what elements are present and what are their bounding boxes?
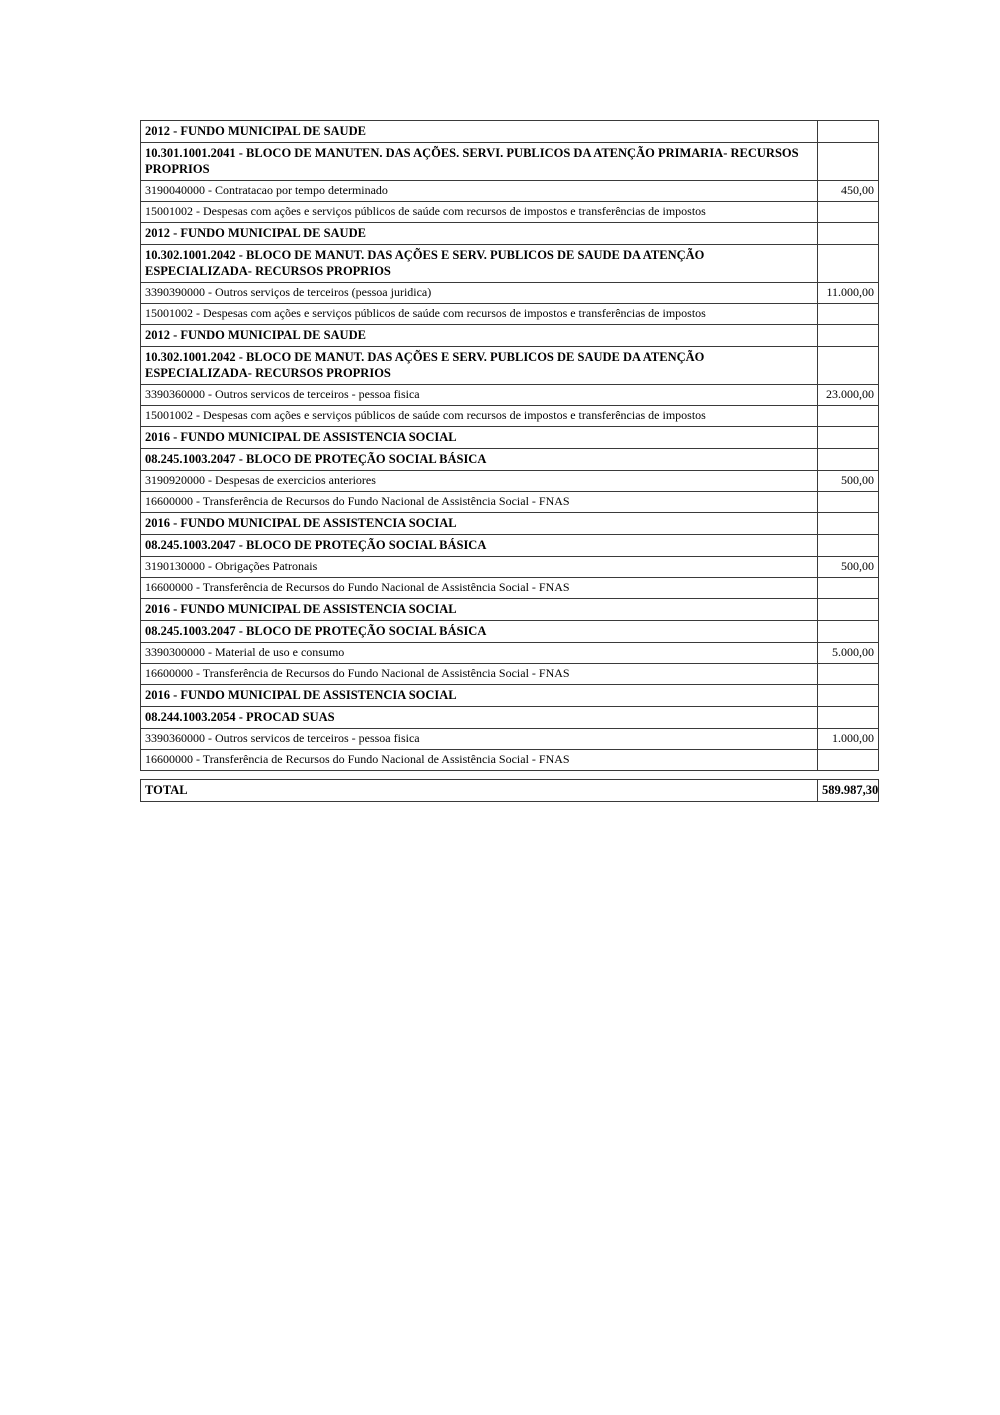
- row-value: [817, 706, 879, 729]
- action-row: [140, 142, 879, 181]
- fund-row: [140, 684, 879, 707]
- expense-row: [140, 470, 879, 492]
- expense-row: [140, 556, 879, 578]
- row-description: 2016 - FUNDO MUNICIPAL DE ASSISTENCIA SOCIAL: [140, 598, 818, 621]
- row-value: [817, 598, 879, 621]
- action-row: [140, 620, 879, 643]
- row-value: [817, 491, 879, 513]
- row-description: 3390390000 - Outros serviços de terceiros (pessoa juridica): [140, 282, 818, 304]
- row-value: [817, 405, 879, 427]
- expense-row: [140, 282, 879, 304]
- row-value: 11.000,00: [817, 282, 879, 304]
- action-row: [140, 534, 879, 557]
- action-row: [140, 706, 879, 729]
- row-value: 450,00: [817, 180, 879, 202]
- row-description: 3190040000 - Contratacao por tempo determinado: [140, 180, 818, 202]
- row-value: [817, 749, 879, 771]
- row-description: 3390360000 - Outros servicos de terceiros - pessoa fisica: [140, 728, 818, 750]
- row-value: 500,00: [817, 556, 879, 578]
- row-description: 2012 - FUNDO MUNICIPAL DE SAUDE: [140, 324, 818, 347]
- expense-row: [140, 180, 879, 202]
- row-value: 500,00: [817, 470, 879, 492]
- row-description: 08.245.1003.2047 - BLOCO DE PROTEÇÃO SOCIAL BÁSICA: [140, 448, 818, 471]
- action-row: [140, 448, 879, 471]
- row-value: [817, 512, 879, 535]
- expense-row: [140, 728, 879, 750]
- row-description: 08.244.1003.2054 - PROCAD SUAS: [140, 706, 818, 729]
- row-description: 3390300000 - Material de uso e consumo: [140, 642, 818, 664]
- row-description: 15001002 - Despesas com ações e serviços públicos de saúde com recursos de impostos e transferências de impostos: [140, 405, 818, 427]
- row-description: 3390360000 - Outros servicos de terceiros - pessoa fisica: [140, 384, 818, 406]
- row-value: [817, 620, 879, 643]
- row-value: [817, 346, 879, 385]
- row-value: [817, 142, 879, 181]
- fund-row: [140, 324, 879, 347]
- source-row: [140, 577, 879, 599]
- table-gap: [140, 771, 879, 779]
- budget-report-table: [140, 120, 879, 802]
- row-value: 5.000,00: [817, 642, 879, 664]
- row-description: 2012 - FUNDO MUNICIPAL DE SAUDE: [140, 222, 818, 245]
- row-value: [817, 684, 879, 707]
- row-description: 3190920000 - Despesas de exercicios anteriores: [140, 470, 818, 492]
- row-value: [817, 663, 879, 685]
- row-description: 2016 - FUNDO MUNICIPAL DE ASSISTENCIA SOCIAL: [140, 512, 818, 535]
- row-description: 3190130000 - Obrigações Patronais: [140, 556, 818, 578]
- fund-row: [140, 598, 879, 621]
- fund-row: [140, 512, 879, 535]
- row-description: 2012 - FUNDO MUNICIPAL DE SAUDE: [140, 120, 818, 143]
- row-value: [817, 201, 879, 223]
- row-value: [817, 577, 879, 599]
- row-description: 10.302.1001.2042 - BLOCO DE MANUT. DAS AÇÕES E SERV. PUBLICOS DE SAUDE DA ATENÇÃO ESPECIALIZADA- RECURSOS PROPRIOS: [140, 244, 818, 283]
- fund-row: [140, 120, 879, 143]
- row-value: [817, 303, 879, 325]
- row-description: 16600000 - Transferência de Recursos do Fundo Nacional de Assistência Social - FNAS: [140, 491, 818, 513]
- row-description: 10.302.1001.2042 - BLOCO DE MANUT. DAS AÇÕES E SERV. PUBLICOS DE SAUDE DA ATENÇÃO ESPECIALIZADA- RECURSOS PROPRIOS: [140, 346, 818, 385]
- row-description: 16600000 - Transferência de Recursos do Fundo Nacional de Assistência Social - FNAS: [140, 577, 818, 599]
- row-description: 2016 - FUNDO MUNICIPAL DE ASSISTENCIA SOCIAL: [140, 426, 818, 449]
- action-row: [140, 346, 879, 385]
- source-row: [140, 201, 879, 223]
- row-description: 08.245.1003.2047 - BLOCO DE PROTEÇÃO SOCIAL BÁSICA: [140, 534, 818, 557]
- row-value: [817, 324, 879, 347]
- source-row: [140, 303, 879, 325]
- row-description: 16600000 - Transferência de Recursos do Fundo Nacional de Assistência Social - FNAS: [140, 749, 818, 771]
- fund-row: [140, 222, 879, 245]
- row-value: [817, 448, 879, 471]
- row-value: [817, 222, 879, 245]
- row-description: 16600000 - Transferência de Recursos do Fundo Nacional de Assistência Social - FNAS: [140, 663, 818, 685]
- row-description: 10.301.1001.2041 - BLOCO DE MANUTEN. DAS AÇÕES. SERVI. PUBLICOS DA ATENÇÃO PRIMARIA- RECURSOS PROPRIOS: [140, 142, 818, 181]
- fund-row: [140, 426, 879, 449]
- row-description: 08.245.1003.2047 - BLOCO DE PROTEÇÃO SOCIAL BÁSICA: [140, 620, 818, 643]
- source-row: [140, 405, 879, 427]
- expense-row: [140, 384, 879, 406]
- source-row: [140, 749, 879, 771]
- row-description: 15001002 - Despesas com ações e serviços públicos de saúde com recursos de impostos e transferências de impostos: [140, 201, 818, 223]
- source-row: [140, 663, 879, 685]
- row-value: 1.000,00: [817, 728, 879, 750]
- total-row: [140, 779, 879, 802]
- row-description: 2016 - FUNDO MUNICIPAL DE ASSISTENCIA SOCIAL: [140, 684, 818, 707]
- row-value: [817, 534, 879, 557]
- row-description: 15001002 - Despesas com ações e serviços públicos de saúde com recursos de impostos e transferências de impostos: [140, 303, 818, 325]
- row-value: [817, 244, 879, 283]
- source-row: [140, 491, 879, 513]
- row-description: TOTAL: [140, 779, 818, 802]
- row-value: [817, 120, 879, 143]
- expense-row: [140, 642, 879, 664]
- action-row: [140, 244, 879, 283]
- row-value: 23.000,00: [817, 384, 879, 406]
- row-value: [817, 426, 879, 449]
- row-value: 589.987,30: [817, 779, 879, 802]
